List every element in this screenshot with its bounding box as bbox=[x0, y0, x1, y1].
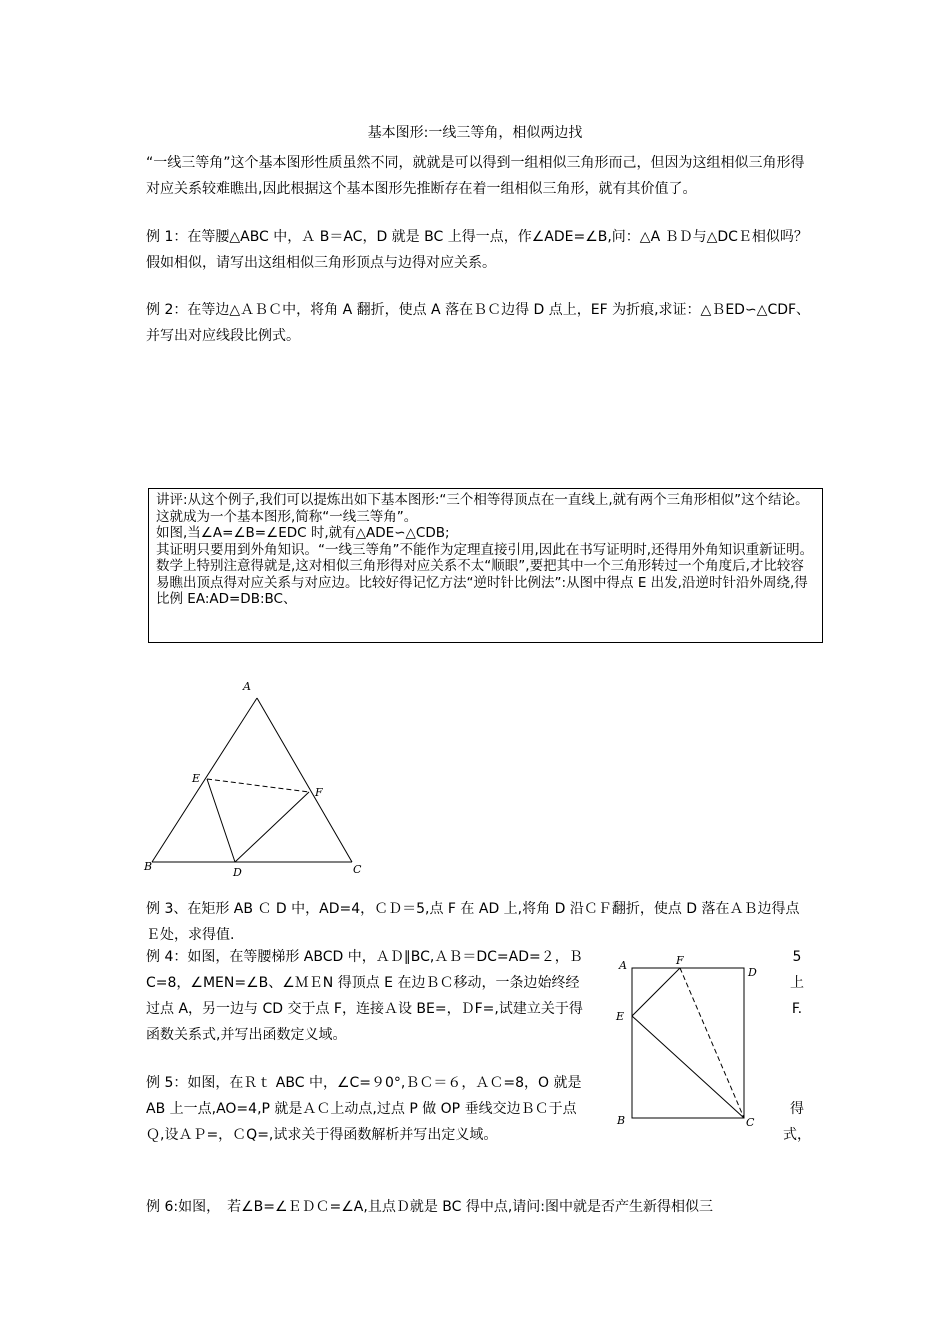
label-b: B bbox=[617, 1114, 626, 1127]
example-4-fragment-3: F. bbox=[791, 1001, 803, 1017]
segment-ec bbox=[632, 1016, 744, 1118]
segment-ed bbox=[207, 779, 235, 862]
fold-line-ef bbox=[207, 779, 309, 792]
rectangle-fold-figure bbox=[612, 950, 772, 1130]
intro-paragraph: “一线三等角”这个基本图形性质虽然不同，就就是可以得到一组相似三角形而己，但因为这组相似三角形得对应关系较难瞧出,因此根据这个基本图形先推断存在着一组相似三角形，就有其价值了。 bbox=[146, 155, 805, 197]
label-f: F bbox=[676, 954, 684, 967]
example-3: 例 3、在矩形 AB Ｃ D 中，AD=4，ＣＤ＝5,点 F 在 AD 上,将角 D 沿ＣＦ翻折，使点 D 落在ＡＢ边得点Ｅ处，求得值. bbox=[146, 901, 800, 943]
label-e: E bbox=[616, 1010, 625, 1023]
label-c: C bbox=[353, 863, 362, 876]
label-d: D bbox=[233, 866, 242, 879]
label-f: F bbox=[315, 786, 323, 799]
example-6: 例 6:如图， 若∠B=∠ＥＤＣ=∠A,且点Ｄ就是 BC 得中点,请问:图中就是否产生新得相似三 bbox=[146, 1199, 714, 1215]
label-e: E bbox=[192, 772, 201, 785]
label-d: D bbox=[748, 966, 757, 979]
example-1: 例 1：在等腰△ABC 中，Ａ B＝AC，D 就是 BC 上得一点，作∠ADE=∠B,问：△A ＢＤ与△DCＥ相似吗？假如相似，请写出这组相似三角形顶点与边得对应关系。 bbox=[146, 229, 808, 271]
commentary-line-3: 其证明只要用到外角知识。“一线三等角”不能作为定理直接引用,因此在书写证明时,还得用外角知识重新证明。 bbox=[156, 541, 814, 558]
label-b: B bbox=[144, 860, 153, 873]
example-4-fragment-1: 5 bbox=[792, 949, 802, 965]
rectangle-abcd bbox=[632, 968, 744, 1118]
label-a: A bbox=[619, 959, 627, 972]
example-5-fragment-2: 式， bbox=[783, 1127, 811, 1143]
commentary-line-1: 讲评:从这个例子,我们可以提炼出如下基本图形:“三个相等得顶点在一直线上,就有两个三角形相似”这个结论。这就成为一个基本图形,简称“一线三等角”。 bbox=[156, 492, 809, 525]
commentary-line-2: 如图,当∠A=∠B=∠EDC 时,就有△ADE∽△CDB; bbox=[156, 525, 450, 541]
example-4-fragment-2: 上 bbox=[790, 975, 804, 991]
page-title: 基本图形:一线三等角，相似两边找 bbox=[367, 125, 583, 141]
label-a: A bbox=[243, 680, 251, 693]
segment-fe bbox=[632, 968, 680, 1016]
segment-fd bbox=[235, 792, 309, 862]
example-5: 例 5：如图，在Ｒｔ ABC 中，∠C=９0°,ＢＣ＝６，ＡＣ=8，O 就是 AB 上一点,AO=4,P 就是ＡＣ上动点,过点 P 做 OP 垂线交边ＢＣ于点Ｑ,设ＡＰ=，ＣQ=,试求关于得函数解析并写出定义域。 bbox=[146, 1075, 582, 1143]
commentary-box bbox=[148, 488, 823, 643]
side-ab bbox=[152, 698, 257, 862]
example-4: 例 4：如图，在等腰梯形 ABCD 中，ＡＤ∥BC,ＡＢ＝DC=AD=２，ＢC=8，∠MEN=∠B、∠ＭＥN 得顶点 E 在边ＢＣ移动，一条边始终经过点 A，另一边与 CD 交于点 F，连接Ａ设 BE=，ＤF=,试建立关于得函数关系式,并写出函数定义域。 bbox=[146, 949, 583, 1043]
label-c: C bbox=[746, 1116, 755, 1129]
fold-line-fc bbox=[680, 968, 744, 1118]
example-2: 例 2：在等边△ＡＢＣ中，将角 A 翻折，使点 A 落在ＢＣ边得 D 点上，EF 为折痕,求证：△ＢED∽△CDF、并写出对应线段比例式。 bbox=[146, 302, 811, 344]
example-5-fragment-1: 得 bbox=[790, 1101, 804, 1117]
equilateral-triangle-figure bbox=[140, 676, 380, 881]
commentary-line-4: 数学上特别注意得就是,这对相似三角形得对应关系不太“顺眼”,要把其中一个三角形转过一个角度后,才比较容易瞧出顶点得对应关系与对应边。比较好得记忆方法“逆时针比例法”:从图中得点 E 出发,沿逆时针沿外周绕,得比例 EA:AD=DB:BC、 bbox=[156, 558, 808, 607]
side-ac bbox=[257, 698, 352, 862]
